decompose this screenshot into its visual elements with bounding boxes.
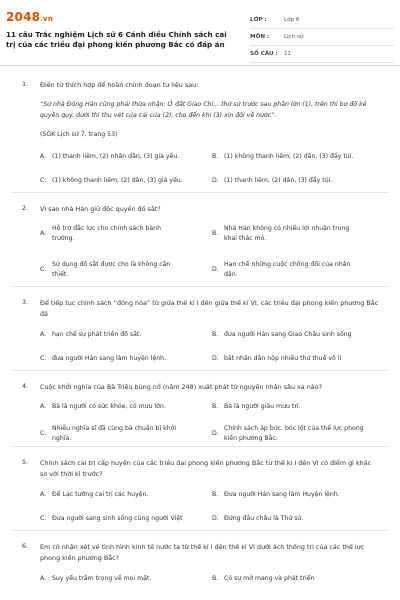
option-label: A.	[40, 575, 47, 582]
option-text: Hạn chế những cuộc chống đối của nhân dân.	[224, 261, 351, 278]
option-label: D.	[212, 177, 219, 184]
question-number: 3.	[22, 298, 29, 306]
question-divider	[12, 192, 388, 193]
question-source: (SGK Lịch sử 7, trang 53)	[40, 131, 118, 138]
option-text: Để Lạc tướng cai trị các huyện.	[52, 491, 149, 498]
option-text: bắt nhân dân nộp nhiều thứ thuế vô lí	[224, 355, 342, 362]
document-meta	[250, 12, 394, 63]
question-text: Cuộc khởi nghĩa của Bà Triệu bùng nổ (năm 248) xuất phát từ nguyên nhân sâu xa nào?	[40, 383, 323, 391]
option-label: A.	[40, 491, 47, 498]
question-divider	[12, 530, 388, 531]
meta-row-subject	[250, 29, 394, 46]
option-label: D.	[212, 355, 219, 362]
option-text: Suy yếu trầm trọng về mọi mặt.	[52, 575, 152, 582]
question-quote: “Sử nhà Đông Hán cũng phải thừa nhận: Ở đất Giao Chỉ... thứ sử trước sau phần lớn (1), trên thì bợ đỡ kẻ quyền quý, dưới thì thu vét của cải của (2), cho đến khi (3) xin đối về nước”.	[40, 101, 367, 119]
option-label: B.	[212, 230, 219, 237]
option-text: (1) thanh liêm, (2) nhân dân, (3) giả yếu.	[52, 153, 180, 160]
option-text: Đưa người sang sinh sống cùng người Việt	[52, 515, 183, 522]
question-number: 2.	[22, 204, 29, 212]
option-label: A.	[40, 153, 47, 160]
option-label: B.	[212, 153, 219, 160]
question-number: 1.	[22, 80, 29, 88]
meta-row-class	[250, 12, 394, 29]
option-text: Bà là người giàu mưu trí.	[224, 403, 301, 410]
question-number: 5.	[22, 458, 29, 466]
logo-suffix: .vn	[40, 15, 54, 23]
option-text: đưa người Hán sang làm huyện lệnh.	[52, 355, 167, 362]
option-label: B.	[212, 491, 219, 498]
option-label: A.	[40, 230, 47, 237]
option-text: Sử dụng đồ sắt được cho là không cần thiết.	[52, 261, 171, 278]
option-label: D.	[212, 515, 219, 522]
option-label: C.	[40, 515, 47, 522]
option-text: (1) không thanh liêm, (2) dân, (3) giả yếu.	[52, 177, 183, 184]
meta-row-count	[250, 46, 394, 63]
meta-value: 11	[284, 51, 292, 57]
option-text: Hỗ trợ đắc lực cho chính sách bành trướng.	[52, 225, 162, 242]
question-divider	[12, 370, 388, 371]
option-text: Chính sách áp bức, bóc lột của thế lực phong kiến phương Bắc.	[224, 425, 364, 442]
option-label: A.	[40, 331, 47, 338]
option-label: B.	[212, 331, 219, 338]
question-number: 6.	[22, 542, 29, 550]
option-text: Đứng đầu châu là Thứ sử.	[224, 515, 304, 522]
question-text: Để tiếp tục chính sách “đồng hóa” từ giữa thế kỉ I đến giữa thế kỉ VI, các triều đại phong kiến phương Bắc đã	[40, 299, 379, 318]
site-logo[interactable]	[6, 10, 53, 24]
option-text: (1) thanh liêm, (2) dân, (3) đầy túi.	[224, 177, 333, 184]
meta-key: LỚP :	[250, 17, 267, 23]
question-text: Chính sách cai trị cấp huyện của các triều đại phong kiến phương Bắc từ thế kỉ I đến VI có điểm gì khác so với thời kì trước?	[40, 459, 372, 478]
option-label: A.	[40, 403, 47, 410]
logo-text: 2048	[6, 10, 41, 24]
option-label: C.	[40, 430, 47, 437]
option-label: B.	[212, 575, 219, 582]
option-text: Có sự mở mang và phát triển	[224, 575, 315, 582]
document-header	[0, 0, 400, 66]
option-text: Bà là người có sức khỏe, có mưu lớn.	[52, 403, 166, 410]
option-text: Nhà Hán không có nhiều lợi nhuận trong khai thác mỏ.	[224, 225, 350, 242]
question-number: 4.	[22, 382, 29, 390]
meta-value: Lớp 6	[284, 17, 300, 23]
option-text: đưa người Hán sang Giao Châu sinh sống	[224, 331, 352, 338]
option-text: Đưa người Hán sang làm Huyện lệnh.	[224, 491, 340, 498]
meta-value: Lịch sử	[284, 34, 304, 40]
meta-key: SỐ CÂU :	[250, 51, 278, 57]
question-text: Em có nhận xét về tình hình kinh tế nước ta từ thế kỉ I đến thế kỉ VI dưới ách thống trị của các thế lực phong kiến phương Bắc?	[40, 543, 365, 562]
question-text: Vì sao nhà Hán giữ độc quyền đồ sắt?	[40, 205, 161, 213]
meta-key: MÔN :	[250, 34, 270, 40]
option-text: Nhiều nghĩa sĩ đã cùng bà chuẩn bị khởi nghĩa.	[52, 425, 177, 442]
option-label: D.	[212, 430, 219, 437]
option-label: C.	[40, 355, 47, 362]
option-label: C.	[40, 177, 47, 184]
option-text: hạn chế sự phát triển đồ sắt.	[52, 331, 142, 338]
option-label: B.	[212, 403, 219, 410]
question-text: Điền từ thích hợp để hoàn chỉnh đoạn tư liệu sau:	[40, 81, 199, 89]
document-title: 11 câu Trắc nghiệm Lịch sử 6 Cánh diều Chính sách cai trị của các triều đại phong kiến phương Bắc có đáp án	[6, 30, 227, 49]
option-label: C.	[40, 266, 47, 273]
option-text: (1) không thanh liêm, (2) dân, (3) đầy túi.	[224, 153, 354, 160]
option-label: D.	[212, 266, 219, 273]
question-divider	[12, 446, 388, 447]
question-divider	[12, 286, 388, 287]
